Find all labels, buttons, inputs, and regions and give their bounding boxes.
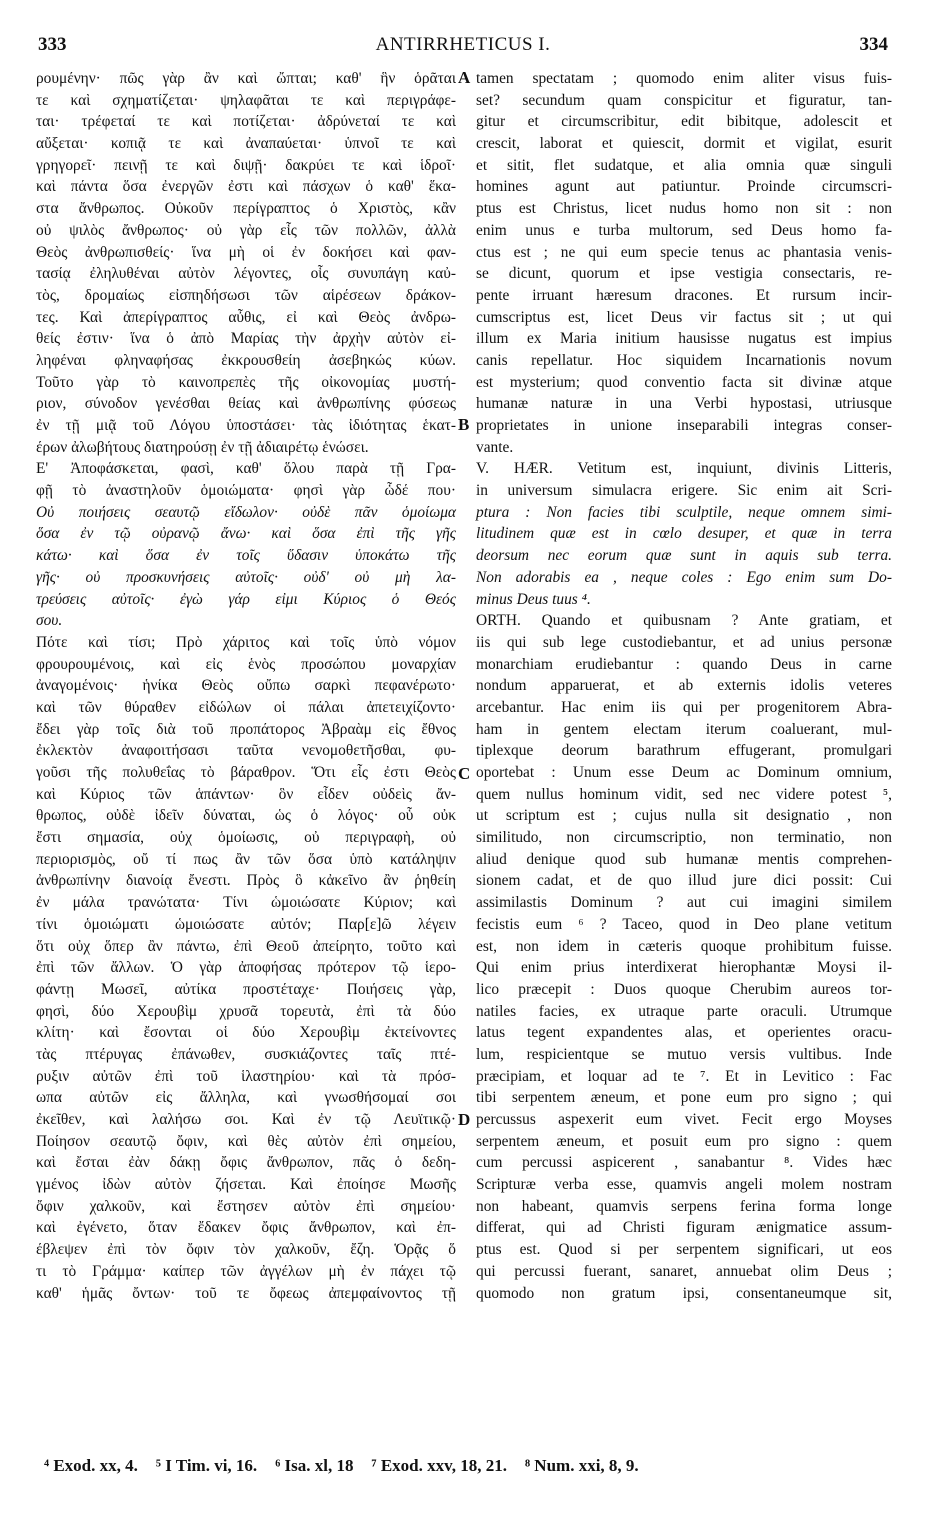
latin-text-line: ptura : Non facies tibi sculptile, neque omnem simi- — [476, 503, 892, 521]
latin-text-line: non habeant, quamvis serpens ferina forma longe — [476, 1197, 892, 1215]
latin-text-line: set? secundum quam conspicitur et figuratur, tan- — [476, 91, 892, 109]
greek-text-line: ἐν μάλα τρανώτατα· Τίνι ὡμοιώσατε Κύριον; καὶ — [36, 894, 456, 912]
latin-text-line: gitur et circumscribitur, edit bibitque, adolescit et — [476, 113, 892, 131]
greek-text-line: οὐ ψιλὸς ἄνθρωπος· οὐ γὰρ εἷς τῶν πολλῶν, ἀλλὰ — [36, 221, 456, 239]
greek-text-line: καὶ ἐγένετο, ὅταν ἔδακεν ὄφις ἄνθρωπον, καὶ ἐπ- — [36, 1219, 456, 1237]
greek-text-line: στα ἄνθρωπος. Οὐκοῦν περίγραπτος ὁ Χριστὸς, κἂν — [36, 200, 456, 218]
footnote: ⁴ Exod. xx, 4. — [44, 1456, 138, 1475]
latin-text-line: ptus est. Quod si per serpentem significari, ut eos — [476, 1241, 892, 1259]
latin-text-line: lico præcepit : Duos quoque Cherubim aureos tor- — [476, 980, 892, 998]
footnotes — [44, 1456, 894, 1476]
greek-text-line: τρεύσεις αὐτοῖς· ἐγὼ γάρ εἰμι Κύριος ὁ Θεός — [36, 590, 456, 608]
greek-text-line: ὄφιν χαλκοῦν, καὶ ἔστησεν αὐτὸν ἐπὶ σημείου· — [36, 1197, 456, 1215]
latin-text-line: natiles facies, ex utraque parte oraculi. Utrumque — [476, 1002, 892, 1020]
latin-text-line: lum, respicientque se mutuo versis vultibus. Inde — [476, 1045, 892, 1063]
latin-text-line: homines agunt aut patiuntur. Proinde circumscri- — [476, 178, 892, 196]
latin-text-line: vante. — [476, 438, 514, 456]
section-marker-b: B — [458, 415, 470, 434]
footnote: ⁷ Exod. xxv, 18, 21. — [371, 1456, 507, 1475]
latin-text-line: deorsum nec eorum quæ sunt in aquis sub terra. — [476, 547, 892, 565]
greek-column — [36, 68, 456, 1304]
greek-text-line: ληφέναι φληναφήσας ἐκκρουσθείη ἀσεβηκώς κύων. — [36, 351, 456, 369]
greek-text-line: γῆς· οὐ προσκυνήσεις αὐτοῖς· οὐδ' οὐ μὴ λα- — [36, 568, 456, 586]
greek-text-line: τε καὶ σχηματίζεται· ψηλαφᾶται τε καὶ περιγράφε- — [36, 91, 456, 109]
latin-text-line: quomodo non gratum ipsi, consentaneumque sit, — [476, 1284, 892, 1302]
latin-text-line: et sitit, flet sudatque, et alia omnia quæ singuli — [476, 156, 892, 174]
greek-text-line: Ποίησον σεαυτῷ ὄφιν, καὶ θὲς αὐτὸν ἐπὶ σημείου, — [36, 1132, 456, 1150]
greek-text-line: έβλεψεν ἐπὶ τὸν ὄφιν τὸν χαλκοῦν, ἔζη. Ὁρᾷς ὅ — [36, 1241, 456, 1259]
greek-text-line: τασίᾳ ἐληλυθέναι αὐτὸν λέγοντες, οἷς συνυπάγη καὐ- — [36, 265, 456, 283]
latin-text-line: qui percussi fuerant, sanaret, annuebat olim Deus ; — [476, 1262, 892, 1280]
greek-text-line: ἐν τῇ μιᾷ τοῦ Λόγου ὑποστάσει· τὰς ἰδιότητας ἑκατ- — [36, 417, 456, 434]
latin-text-line: latus tegent expandentes alas, et operientes oracu- — [476, 1024, 892, 1042]
greek-text-line: ριον, σύνοδον γενέσθαι θείας καὶ ἀνθρωπίνης φύσεως — [36, 395, 456, 413]
latin-text-line: serpentem æneum, et posuit eum pro signo : quem — [476, 1132, 892, 1150]
latin-text-line: canis repellatur. Hoc siquidem Incarnationis novum — [476, 351, 892, 369]
latin-text-line: est, non idem in cæteris quoque prohibitum fuisse. — [476, 937, 892, 955]
footnote: ⁵ I Tim. vi, 16. — [155, 1456, 258, 1475]
latin-text-line: assimilastis Dominum ? aut cui imagini similem — [476, 894, 892, 912]
greek-text-line: καθ' ἡμᾶς ὄντων· τοῦ τε ὄφεως ἀπεμφαίνοντος τῇ — [36, 1284, 456, 1302]
latin-text-line: aliud denique quod sub humanæ mentis comprehen- — [476, 850, 892, 868]
greek-text-line: φῇ τὸ ἀναστηλοῦν ὁμοιώματα· φησὶ γὰρ ὧδέ που· — [36, 482, 456, 500]
latin-text-line: fecistis eum ⁶ ? Taceo, quod in Deo plane vetitum — [476, 915, 892, 933]
latin-text-line: illum ex Maria initium hausisse nugatus est impius — [476, 330, 892, 348]
greek-text-line: ὅτι οὐχ ὅπερ ἂν πάντω, ἐπὶ Θεοῦ ἀπείρητο, τοῦτο καὶ — [36, 937, 456, 955]
latin-text-line: arcebantur. Hac enim iis qui per progenitorem Abra- — [476, 698, 892, 716]
latin-text-line: nondum apparuerat, et ab externis idolis veteres — [476, 677, 892, 695]
latin-column — [476, 68, 892, 1304]
greek-text-line: ἀνθρωπίνην διανοίᾳ ἔνεστι. Πρὸς ὃ κἀκεῖνο ἂν ῥηθείη — [36, 872, 456, 890]
greek-text-line: ρουμένην· πῶς γὰρ ἂν καὶ ὤπται; καθ' ἣν ὁρᾶται — [36, 70, 456, 87]
greek-text-line: τες. Καὶ ἀπερίγραπτος αὖθις, εἰ καὶ Θεὸς ἀνδρω- — [36, 308, 456, 326]
page-number-right: 334 — [859, 34, 888, 55]
latin-text-line: quem nullus hominum vidit, sed nec videre potest ⁵, — [476, 785, 892, 803]
latin-text-line: minus Deus tuus ⁴. — [476, 590, 591, 608]
greek-text-line: περιορισμὸς, οὔ τί πως ἂν τῶν ὅσα ὑπὸ κατάληψιν — [36, 850, 456, 868]
greek-text-line: Οὐ ποιήσεις σεαυτῷ εἴδωλον· οὐδὲ πᾶν ὁμοίωμα — [36, 503, 456, 521]
latin-text-line: cum percussi aspicerent , sanabantur ⁸. Vides hæc — [476, 1154, 892, 1172]
greek-text-line: ἔστι σημασία, οὐχ ὁμοίωσις, οὐ περιγραφὴ, οὐ — [36, 829, 456, 847]
footnote: ⁸ Num. xxi, 8, 9. — [524, 1456, 639, 1475]
latin-text-line: proprietates in unione inseparabili integras conser- — [476, 417, 892, 434]
latin-text-line: monarchiam erudiebantur : quando Deus in carne — [476, 655, 892, 673]
greek-text-line: Ε' Ἀποφάσκεται, φασὶ, καθ' ὅλου παρὰ τῇ Γρα- — [36, 460, 456, 478]
latin-text-line: tibi serpentem æneum, et pone eum pro signo ; qui — [476, 1089, 892, 1107]
greek-text-line: ται· τρέφεταί τε καὶ ποτίζεται· ἀδρύνεταί τε καὶ — [36, 113, 456, 131]
greek-text-line: τὸς, δρομαίως εἰσπηδήσωσι τῶν αἱρέσεων δράκον- — [36, 286, 456, 304]
latin-text-line: cumscriptus est, licet Deus vir factus sit ; ut qui — [476, 308, 892, 326]
greek-text-line: Πότε καὶ τίσι; Πρὸ χάριτος καὶ τοῖς ὑπὸ νόμον — [36, 633, 456, 651]
greek-text-line: αὔξεται· κοπιᾷ τε καὶ ἀναπαύεται· ὑπνοῖ τε καὶ — [36, 135, 456, 153]
greek-text-line: καὶ ἔσται ἐὰν δάκῃ ὄφις ἄνθρωπον, πᾶς ὁ δεδη- — [36, 1154, 456, 1172]
latin-text-line: oportebat : Unum esse Deum ac Dominum omnium, — [476, 764, 892, 781]
section-marker-a: A — [458, 68, 471, 87]
greek-text-line: ἐκεῖθεν, καὶ λαλήσω σοι. Καὶ ἐν τῷ Λευϊτικῷ· — [36, 1111, 456, 1128]
latin-text-line: litudinem quæ est in cœlo desuper, et quæ in terra — [476, 525, 892, 543]
greek-text-line: γοῦσι τῆς πολυθεΐας τὸ βάραθρον. Ὅτι εἷς ἐστι Θεὸς — [36, 764, 456, 781]
latin-text-line: sionem cadat, et de quo illud jure dici possit: Cui — [476, 872, 892, 890]
latin-text-line: ham in gentem electam iterum coaluerant, mul- — [476, 720, 892, 738]
latin-text-line: Non adorabis ea , neque coles : Ego enim sum Do- — [476, 568, 892, 586]
latin-text-line: iis qui sub lege custodiebantur, et ad unius personæ — [476, 633, 892, 651]
greek-text-line: ἐκλεκτὸν ἀναφοιτήσασι ταῦτα νενομοθετῆσθαι, φυ- — [36, 742, 456, 760]
greek-text-line: ἔδει γὰρ τοῖς διὰ τοῦ προπάτορος Ἀβραὰμ εἰς ἔθνος — [36, 720, 456, 738]
greek-text-line: γρηγορεῖ· πεινῇ τε καὶ διψῇ· δακρύει τε καὶ ἱδροῖ· — [36, 156, 456, 174]
greek-text-line: Θεὸς ἀνθρωπισθείς· ἵνα μὴ οἱ ἐν δοκήσει καὶ φαν- — [36, 243, 456, 261]
latin-text-line: percussus aspexerit eum vivet. Fecit ergo Moyses — [476, 1111, 892, 1128]
greek-text-line: ἐπὶ τῶν ἄλλων. Ὁ γὰρ ἀποφήσας πρότερον τῷ ἱερο- — [36, 959, 456, 977]
greek-text-line: τίνι ὁμοιώματι ὡμοιώσατε αὐτόν; Παρ[ε]ῶ λέγειν — [36, 915, 456, 933]
section-marker-d: D — [458, 1110, 471, 1129]
section-marker-c: C — [458, 764, 471, 783]
running-title: ANTIRRHETICUS I. — [375, 34, 551, 55]
latin-text-line: ORTH. Quando et quibusnam ? Ante gratiam, et — [476, 612, 892, 630]
latin-text-line: V. HÆR. Vetitum est, inquiunt, divinis Litteris, — [476, 460, 892, 478]
latin-text-line: ctus est ; ne qui eum specie tenus ac phantasia venis- — [476, 243, 892, 261]
greek-text-line: κάτω· καὶ ὅσα ἐν τοῖς ὕδασιν ὑποκάτω τῆς — [36, 547, 456, 565]
greek-text-line: φάντῃ Μωσεῖ, αὐτίκα προστέταχε· Ποιήσεις γὰρ, — [36, 980, 456, 998]
greek-text-line: τὰς πτέρυγας ἐπάνωθεν, συσκιάζοντες ταῖς πτέ- — [36, 1045, 456, 1063]
greek-text-line: έρων ἀλωβήτους διατηρούσῃ ἐν τῇ ἀδιαιρέτῳ ἑνώσει. — [36, 438, 369, 456]
page-header — [30, 34, 896, 64]
greek-text-line: φρουρουμένοις, καὶ εἰς ἑνὸς προσώπου μοναρχίαν — [36, 655, 456, 673]
latin-text-line: Qui enim prius interdixerat hierophantæ Moysi il- — [476, 959, 892, 977]
greek-text-line: ρυξιν αὐτῶν ἐπὶ τοῦ ἱλαστηρίου· καὶ τὰ πρόσ- — [36, 1067, 456, 1085]
latin-text-line: humanæ naturæ in una Verbi hypostasi, utriusque — [476, 395, 892, 413]
greek-text-line: καὶ Κύριος τῶν ἁπάντων· ὃν εἶδεν οὐδεὶς ἄν- — [36, 785, 456, 803]
greek-text-line: θρωπος, οὐδὲ ἰδεῖν δύναται, ὡς ὁ λόγος· οὗ οὐκ — [36, 807, 456, 825]
latin-text-line: est mysterium; quod conventio facta sit divinæ atque — [476, 373, 892, 391]
latin-text-line: crescit, laborat et quiescit, dormit et vigilat, esurit — [476, 135, 892, 153]
greek-text-line: γμένος ἰδὼν αὐτὸν ζήσεται. Καὶ ἐποίησε Μωσῆς — [36, 1176, 456, 1194]
greek-text-line: κλίτη· καὶ ἔσονται οἱ δύο Χερουβὶμ ἐκτείνοντες — [36, 1024, 456, 1042]
latin-text-line: præcipiam, et loquar ad te ⁷. Et in Levitico : Fac — [476, 1067, 892, 1085]
greek-text-line: καὶ τῶν θύραθεν εἰδώλων οἱ πάλαι ἀπετειχίζοντο· — [36, 698, 456, 716]
latin-text-line: enim unus e turba multorum, sed Deus homo fa- — [476, 221, 892, 239]
page-number-left: 333 — [38, 34, 67, 55]
latin-text-line: differat, qui ad Christi figuram ænigmatice assum- — [476, 1219, 892, 1237]
latin-text-line: ptus est Christus, licet nudus homo non sit : non — [476, 200, 892, 218]
latin-text-line: similitudo, non circumscriptio, non terminatio, non — [476, 829, 892, 847]
greek-text-line: τι τὸ Γράμμα· καίπερ τῶν ἀγγέλων μὴ ἐν πάχει τῷ — [36, 1262, 456, 1280]
greek-text-line: καὶ πάντα ὅσα ἐνεργῶν ἐστι καὶ πάσχων ὁ καθ' ἕκα- — [36, 178, 456, 196]
latin-text-line: pente irruant hæresum dracones. Et rursum incir- — [476, 286, 892, 304]
greek-text-line: Τοῦτο γὰρ τὸ καινοπρεπὲς τῆς οἰκονομίας μυστή- — [36, 373, 456, 391]
greek-text-line: σου. — [36, 612, 63, 630]
latin-text-line: in universum simulacra erigere. Sic enim ait Scri- — [476, 482, 892, 500]
latin-text-line: ut scriptum est ; cujus nulla sit designatio , non — [476, 807, 892, 825]
footnote: ⁶ Isa. xl, 18 — [275, 1456, 354, 1475]
greek-text-line: ἀναγομένοις· ἡνίκα Θεὸς οὔπω σαρκὶ πεφανέρωτο· — [36, 677, 456, 695]
latin-text-line: tamen spectatam ; quomodo enim aliter visus fuis- — [476, 70, 892, 87]
latin-text-line: tiplexque deorum barathrum effugerant, promulgari — [476, 742, 892, 760]
greek-text-line: φησὶ, δύο Χερουβὶμ χρυσᾶ τορευτὰ, ἐπὶ τὰ δύο — [36, 1002, 456, 1020]
greek-text-line: ὅσα ἐν τῷ οὐρανῷ ἄνω· καὶ ὅσα ἐπὶ τῆς γῆς — [36, 525, 456, 543]
greek-text-line: θείς ἐστιν· ἵνα ὁ ἀπὸ Μαρίας τὴν ἀρχὴν αὐτὸν εἰ- — [36, 330, 456, 348]
greek-text-line: ωπα αὐτῶν εἰς ἄλληλα, καὶ γνωσθήσομαί σοι — [36, 1089, 456, 1107]
latin-text-line: se dicunt, quorum et ipse vestigia consectaris, re- — [476, 265, 892, 283]
latin-text-line: Scripturæ verba esse, quamvis angeli molem nostram — [476, 1176, 892, 1194]
